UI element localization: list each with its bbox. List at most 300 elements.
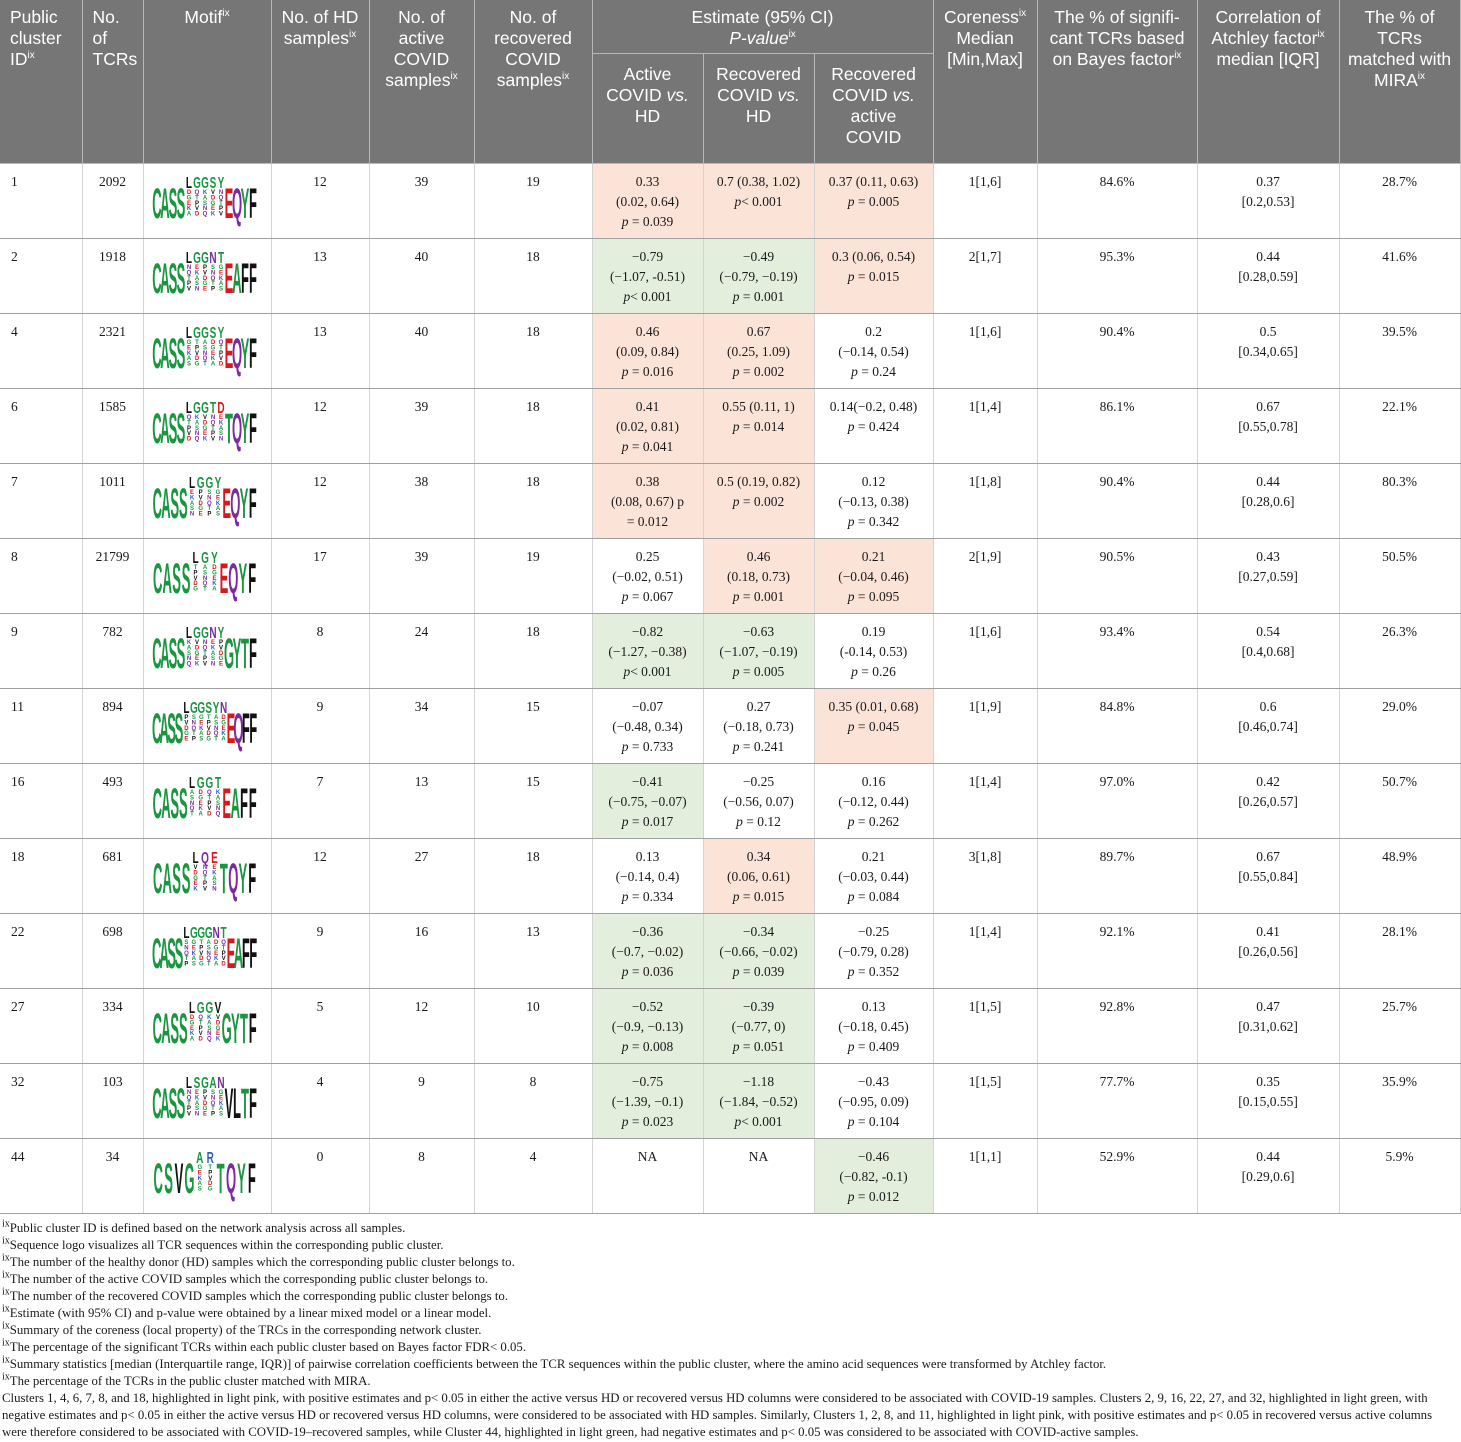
table-row (0, 539, 1460, 614)
svg-text:Q: Q (206, 1036, 212, 1043)
svg-text:T: T (219, 853, 228, 903)
svg-text:V: V (194, 206, 199, 213)
cell-bayes (1037, 614, 1197, 689)
cell-text: p = 0.023 (621, 1114, 674, 1129)
svg-text:D: D (215, 1020, 220, 1027)
svg-text:G: G (204, 773, 213, 792)
svg-text:G: G (200, 623, 209, 642)
svg-text:T: T (202, 650, 207, 657)
svg-text:N: N (211, 886, 217, 893)
svg-text:P: P (202, 265, 207, 271)
cell-recovered (474, 239, 592, 314)
cell-text: 0.67 (1256, 399, 1280, 414)
svg-text:Y: Y (210, 548, 218, 567)
svg-text:T: T (186, 275, 191, 282)
svg-text:G: G (192, 173, 201, 192)
cell-text: 0.16 (861, 774, 886, 789)
cell-text: (−0.95, 0.09) (838, 1094, 909, 1109)
cell-text: (−1.07, −0.19) (719, 644, 798, 659)
cell-text: 6 (11, 399, 18, 414)
cell-text: p = 0.001 (732, 289, 785, 304)
header-hd-samples: No. of HD samples$^{ix}$ (271, 0, 369, 164)
svg-text:Y: Y (212, 698, 219, 717)
svg-text:Y: Y (239, 478, 248, 528)
svg-text:F: F (248, 1078, 257, 1128)
cell-atchley (1197, 539, 1339, 614)
svg-text:F: F (248, 478, 257, 528)
svg-text:A: A (210, 361, 215, 368)
svg-text:N: N (202, 865, 207, 871)
svg-text:E: E (194, 1090, 199, 1096)
svg-text:D: D (192, 870, 198, 877)
svg-text:S: S (181, 553, 190, 603)
svg-text:N: N (202, 206, 207, 213)
cell-text: −0.25 (742, 774, 775, 789)
cell-text: p< 0.001 (734, 1114, 783, 1129)
svg-text:E: E (202, 286, 207, 293)
svg-text:S: S (215, 511, 220, 518)
cell-active-vs-hd (592, 764, 703, 839)
svg-text:Y: Y (240, 403, 249, 453)
cell-text: p = 0.008 (621, 1039, 674, 1054)
svg-text:S: S (206, 1025, 211, 1032)
cell-text: (−1.27, −0.38) (608, 644, 687, 659)
svg-text:V: V (202, 270, 207, 277)
cell-cluster-id (0, 239, 82, 314)
svg-text:K: K (198, 725, 203, 732)
cell-text: 1[1,8] (968, 474, 1002, 489)
svg-text:K: K (194, 270, 199, 277)
svg-text:G: G (202, 281, 207, 288)
cell-hd (271, 614, 369, 689)
svg-text:P: P (194, 345, 199, 352)
cell-text: 9 (316, 699, 324, 714)
table-row (0, 464, 1460, 539)
cell-cluster-id (0, 914, 82, 989)
svg-text:G: G (186, 195, 191, 202)
svg-text:P: P (218, 640, 223, 646)
cell-cluster-id (0, 989, 82, 1064)
svg-text:N: N (206, 1031, 212, 1038)
svg-text:N: N (210, 661, 215, 668)
cell-recovered-vs-hd (703, 239, 814, 314)
cell-cluster-id (0, 389, 82, 464)
svg-text:N: N (186, 656, 191, 663)
svg-text:N: N (208, 248, 217, 267)
svg-text:E: E (221, 778, 231, 828)
svg-text:P: P (206, 800, 211, 807)
cell-text: (0.02, 0.64) (616, 194, 679, 209)
cell-text: The percentage of the significant TCRs within each public cluster based on Bayes factor FDR< 0.05. (9, 1340, 527, 1354)
cell-text: (−0.12, 0.44) (838, 794, 909, 809)
cell-recovered (474, 764, 592, 839)
svg-text:E: E (189, 1025, 194, 1032)
svg-text:K: K (191, 950, 196, 957)
svg-text:G: G (218, 656, 223, 663)
svg-text:K: K (197, 1175, 202, 1182)
cell-atchley (1197, 1064, 1339, 1139)
cell-text: 16 (11, 774, 25, 789)
svg-text:Q: Q (210, 1100, 215, 1107)
cell-atchley (1197, 164, 1339, 239)
cell-text: [0.15,0.55] (1238, 1094, 1298, 1109)
cell-text: p = 0.334 (621, 889, 674, 904)
cell-text: 27 (11, 999, 25, 1014)
svg-text:E: E (218, 661, 223, 668)
cell-text: 18 (526, 474, 540, 489)
svg-text:Q: Q (200, 848, 209, 867)
svg-text:Q: Q (227, 553, 238, 603)
cell-text: 52.9% (1099, 1149, 1135, 1164)
svg-text:F: F (248, 253, 257, 303)
cell-text: 681 (102, 849, 123, 864)
header-active-vs-hd: Active COVID vs. HD (592, 54, 703, 164)
svg-text:N: N (206, 495, 212, 502)
cell-text: 0.35 (1256, 1074, 1280, 1089)
svg-text:T: T (198, 940, 203, 946)
svg-text:D: D (202, 420, 207, 427)
svg-text:A: A (211, 875, 217, 882)
cell-text: 90.4% (1099, 324, 1135, 339)
cell-text: 40 (414, 324, 429, 339)
cell-text: 2[1,7] (968, 249, 1002, 264)
cell-text: 38 (414, 474, 429, 489)
cell-recovered-vs-active (814, 614, 933, 689)
svg-text:D: D (198, 956, 203, 963)
cell-mira (1339, 764, 1460, 839)
cell-text: 0.44 (1256, 249, 1280, 264)
cell-text: p = 0.051 (732, 1039, 785, 1054)
cell-text: 1[1,5] (968, 1074, 1002, 1089)
cell-text: 0.46 (635, 324, 660, 339)
svg-text:V: V (186, 1111, 191, 1118)
svg-text:N: N (194, 431, 199, 438)
svg-text:E: E (218, 270, 223, 277)
svg-text:D: D (186, 436, 191, 443)
cell-mira (1339, 1139, 1460, 1214)
svg-text:G: G (194, 361, 199, 368)
svg-text:S: S (183, 940, 188, 946)
cell-text: 13 (526, 924, 540, 939)
svg-text:V: V (183, 720, 188, 727)
svg-text:A: A (189, 790, 194, 796)
cell-text: (−0.79, 0.28) (838, 944, 909, 959)
cell-text: p = 0.067 (621, 589, 674, 604)
cell-text: 18 (526, 399, 540, 414)
cell-coreness (933, 464, 1037, 539)
cell-recovered-vs-active (814, 1139, 933, 1214)
svg-text:L: L (188, 773, 195, 792)
svg-text:V: V (207, 1175, 212, 1182)
cell-mira (1339, 314, 1460, 389)
cell-recovered-vs-active (814, 239, 933, 314)
svg-text:S: S (202, 345, 207, 352)
svg-text:S: S (218, 1111, 223, 1118)
svg-text:Q: Q (202, 645, 207, 652)
svg-text:L: L (185, 1073, 192, 1092)
cell-text: 2092 (99, 174, 126, 189)
cell-text: 0.44 (1256, 474, 1280, 489)
svg-text:G: G (207, 1186, 213, 1193)
cell-mira (1339, 164, 1460, 239)
cell-text: p = 0.014 (732, 419, 785, 434)
cell-text: 0.13 (635, 849, 660, 864)
header-recovered-vs-hd: Recovered COVID vs. HD (703, 54, 814, 164)
svg-text:T: T (216, 1153, 225, 1203)
svg-text:N: N (218, 436, 223, 443)
cell-text: 0.27 (746, 699, 771, 714)
cell-text: 16 (414, 924, 429, 939)
svg-text:V: V (224, 1078, 233, 1128)
cell-text: p = 0.012 (847, 1189, 900, 1204)
svg-text:K: K (186, 640, 191, 646)
cell-mira (1339, 614, 1460, 689)
cell-tcrs (82, 1139, 143, 1214)
svg-text:E: E (197, 1170, 202, 1177)
svg-text:T: T (240, 1078, 249, 1128)
cell-bayes (1037, 164, 1197, 239)
cell-text: −0.63 (742, 624, 775, 639)
cell-text: 0.55 (0.11, 1) (722, 399, 795, 414)
svg-text:L: L (182, 923, 189, 942)
svg-text:Q: Q (227, 853, 238, 903)
cell-text: Summary of the coreness (local property) of the TRCs in the corresponding network cluster. (9, 1323, 482, 1337)
cell-text: The percentage of the TCRs in the public cluster matched with MIRA. (9, 1374, 371, 1388)
svg-text:G: G (211, 570, 217, 577)
svg-text:G: G (204, 923, 213, 942)
cell-recovered-vs-active (814, 989, 933, 1064)
svg-text:A: A (210, 650, 215, 657)
cell-text: 0.25 (635, 549, 660, 564)
cell-text: p = 0.104 (847, 1114, 900, 1129)
svg-text:E: E (194, 265, 199, 271)
cell-motif (143, 989, 271, 1064)
svg-text:P: P (218, 350, 223, 357)
cell-recovered-vs-active (814, 464, 933, 539)
svg-text:T: T (220, 923, 227, 942)
cell-text: p = 0.041 (621, 439, 674, 454)
cell-text: 0.44 (1256, 1149, 1280, 1164)
svg-text:A: A (159, 628, 170, 678)
cell-recovered-vs-active (814, 839, 933, 914)
cell-recovered-vs-hd (703, 689, 814, 764)
svg-text:D: D (210, 340, 215, 346)
svg-text:T: T (206, 795, 211, 802)
svg-text:Y: Y (236, 1153, 246, 1203)
cell-recovered-vs-hd (703, 839, 814, 914)
cell-recovered-vs-active (814, 764, 933, 839)
cell-text: (−0.04, 0.46) (838, 569, 909, 584)
cell-recovered-vs-active (814, 689, 933, 764)
svg-text:T: T (218, 345, 223, 352)
svg-text:Q: Q (202, 581, 207, 588)
svg-text:A: A (160, 778, 171, 828)
cell-text: (−0.18, 0.45) (838, 1019, 909, 1034)
svg-text:G: G (204, 473, 213, 492)
cell-text: Summary statistics [median (Interquartile range, IQR)] of pairwise correlation coefficients between the TCR sequences within the public cluster, where the amino acid sequences were transformed by Atchley factor. (9, 1357, 1107, 1371)
svg-text:V: V (198, 495, 203, 502)
cell-active-vs-hd (592, 914, 703, 989)
cell-bayes (1037, 539, 1197, 614)
cell-text: −0.82 (631, 624, 664, 639)
cell-text: 10 (526, 999, 540, 1014)
svg-text:E: E (221, 478, 231, 528)
cell-text: 41.6% (1382, 249, 1417, 264)
svg-text:Y: Y (217, 623, 224, 642)
svg-text:D: D (186, 190, 191, 196)
svg-text:A: A (194, 420, 199, 427)
sequence-logo (152, 545, 257, 603)
cell-hd (271, 164, 369, 239)
svg-text:G: G (189, 1020, 194, 1027)
header-estimate: Estimate (95% CI) P-value$^{ix}$ (592, 0, 933, 54)
cell-text: [0.26,0.57] (1238, 794, 1298, 809)
svg-text:F: F (247, 853, 256, 903)
svg-text:K: K (192, 886, 198, 893)
svg-text:S: S (166, 703, 176, 753)
footnote: $^{ix}$The percentage of the TCRs in the public cluster matched with MIRA. (2, 1371, 371, 1388)
svg-text:E: E (210, 206, 215, 213)
cell-motif (143, 1139, 271, 1214)
svg-text:Q: Q (183, 950, 189, 957)
cell-hd (271, 689, 369, 764)
cell-text: (−0.77, 0) (731, 1019, 786, 1034)
svg-text:A: A (189, 1036, 194, 1043)
cell-text: 8 (418, 1149, 425, 1164)
svg-text:N: N (218, 190, 223, 196)
svg-text:D: D (220, 715, 226, 721)
cell-text: [0.31,0.62] (1238, 1019, 1298, 1034)
table-footer (0, 1214, 1460, 1441)
svg-text:S: S (169, 1003, 179, 1053)
cell-text: 2 (11, 249, 18, 264)
cell-text: p = 0.352 (847, 964, 900, 979)
svg-text:G: G (200, 1073, 209, 1092)
svg-text:S: S (191, 961, 196, 968)
cell-active (369, 764, 474, 839)
svg-text:D: D (207, 1181, 212, 1188)
svg-text:E: E (210, 848, 218, 867)
cell-tcrs (82, 614, 143, 689)
svg-text:D: D (194, 645, 199, 652)
cell-recovered-vs-active (814, 1064, 933, 1139)
svg-text:A: A (215, 506, 220, 513)
svg-text:T: T (210, 1106, 215, 1113)
cell-text: 5 (316, 999, 324, 1014)
svg-text:D: D (220, 961, 226, 968)
svg-text:A: A (159, 253, 170, 303)
cell-motif (143, 389, 271, 464)
cell-text: 0.35 (0.01, 0.68) (828, 699, 919, 714)
cell-text: 1[1,4] (968, 924, 1002, 939)
svg-text:P: P (210, 286, 215, 293)
svg-text:N: N (186, 265, 191, 271)
cell-text: p = 0.017 (621, 814, 674, 829)
svg-text:T: T (224, 403, 233, 453)
cell-active (369, 914, 474, 989)
svg-text:E: E (202, 431, 207, 438)
svg-text:C: C (152, 553, 162, 603)
svg-text:A: A (159, 178, 170, 228)
cell-text: 13 (313, 324, 327, 339)
svg-text:S: S (218, 286, 223, 293)
svg-text:C: C (152, 478, 162, 528)
cell-text: 0.5 (0.19, 0.82) (716, 474, 801, 489)
svg-text:N: N (191, 720, 196, 727)
cell-text: 50.7% (1382, 774, 1417, 789)
sequence-logo (152, 470, 257, 528)
cell-active (369, 539, 474, 614)
table-row (0, 314, 1460, 389)
svg-text:S: S (210, 656, 215, 663)
svg-text:F: F (248, 628, 257, 678)
cell-text: [0.34,0.65] (1238, 344, 1298, 359)
svg-text:E: E (194, 656, 199, 663)
cell-active (369, 1064, 474, 1139)
svg-text:Q: Q (206, 500, 212, 507)
svg-text:G: G (196, 698, 205, 717)
cell-bayes (1037, 689, 1197, 764)
cell-text: (−0.82, -0.1) (839, 1169, 908, 1184)
cell-text: 9 (418, 1074, 425, 1089)
svg-text:T: T (202, 586, 207, 593)
svg-text:A: A (202, 195, 207, 202)
svg-text:E: E (213, 950, 218, 957)
svg-text:E: E (215, 1031, 220, 1038)
cell-recovered-vs-active (814, 539, 933, 614)
cell-text: p = 0.241 (732, 739, 785, 754)
cell-text: −0.52 (631, 999, 664, 1014)
cell-text: 34 (105, 1149, 120, 1164)
svg-text:V: V (193, 575, 198, 582)
cell-recovered (474, 314, 592, 389)
cell-active-vs-hd (592, 989, 703, 1064)
svg-text:S: S (181, 853, 190, 903)
svg-text:G: G (220, 720, 226, 727)
cell-tcrs (82, 839, 143, 914)
cell-mira (1339, 464, 1460, 539)
svg-text:E: E (226, 703, 235, 753)
svg-text:Y: Y (240, 178, 249, 228)
cell-cluster-id (0, 614, 82, 689)
svg-text:P: P (183, 961, 188, 968)
svg-text:K: K (186, 206, 191, 213)
svg-text:T: T (186, 420, 191, 427)
cell-motif (143, 614, 271, 689)
svg-text:A: A (202, 565, 207, 571)
svg-text:E: E (218, 415, 223, 421)
svg-text:E: E (211, 865, 216, 871)
cell-text: 26.3% (1382, 624, 1417, 639)
svg-text:N: N (206, 950, 211, 957)
cell-text: 0.38 (635, 474, 660, 489)
cell-text: (−0.13, 0.38) (838, 494, 909, 509)
svg-text:G: G (183, 731, 189, 738)
svg-text:A: A (213, 715, 218, 721)
cell-active (369, 689, 474, 764)
svg-text:A: A (191, 956, 196, 963)
cell-text: 0.19 (861, 624, 886, 639)
svg-text:G: G (194, 650, 199, 657)
svg-text:T: T (206, 961, 211, 968)
cell-text: p = 0.016 (621, 364, 674, 379)
svg-text:G: G (202, 425, 207, 432)
cell-text: (0.09, 0.84) (616, 344, 679, 359)
cell-text: Clusters 1, 4, 6, 7, 8, and 18, highlighted in light pink, with positive estimates and p< 0.05 in either the active versus HD or recovered versus HD columns were considered to be associated with COVID-19 samples. Clusters 2, 9, 16, 22, 27, and 32, highlighted in light green, with negative estimates and p< 0.05 in either the active versus HD or recovered versus HD columns, were considered to be associated with HD samples. Similarly, Clusters 1, 2, 8, and 11, highlighted in light pink, with positive estimates and p< 0.05 in recovered versus active columns were therefore considered to be associated with COVID-19–recovered samples, while Cluster 44, highlighted in light green, had negative estimates and p< 0.05 was considered to be associated with COVID-active samples. (2, 1391, 1433, 1439)
cell-text: 18 (526, 324, 540, 339)
cell-text: p = 0.039 (621, 214, 674, 229)
svg-text:V: V (218, 645, 223, 652)
